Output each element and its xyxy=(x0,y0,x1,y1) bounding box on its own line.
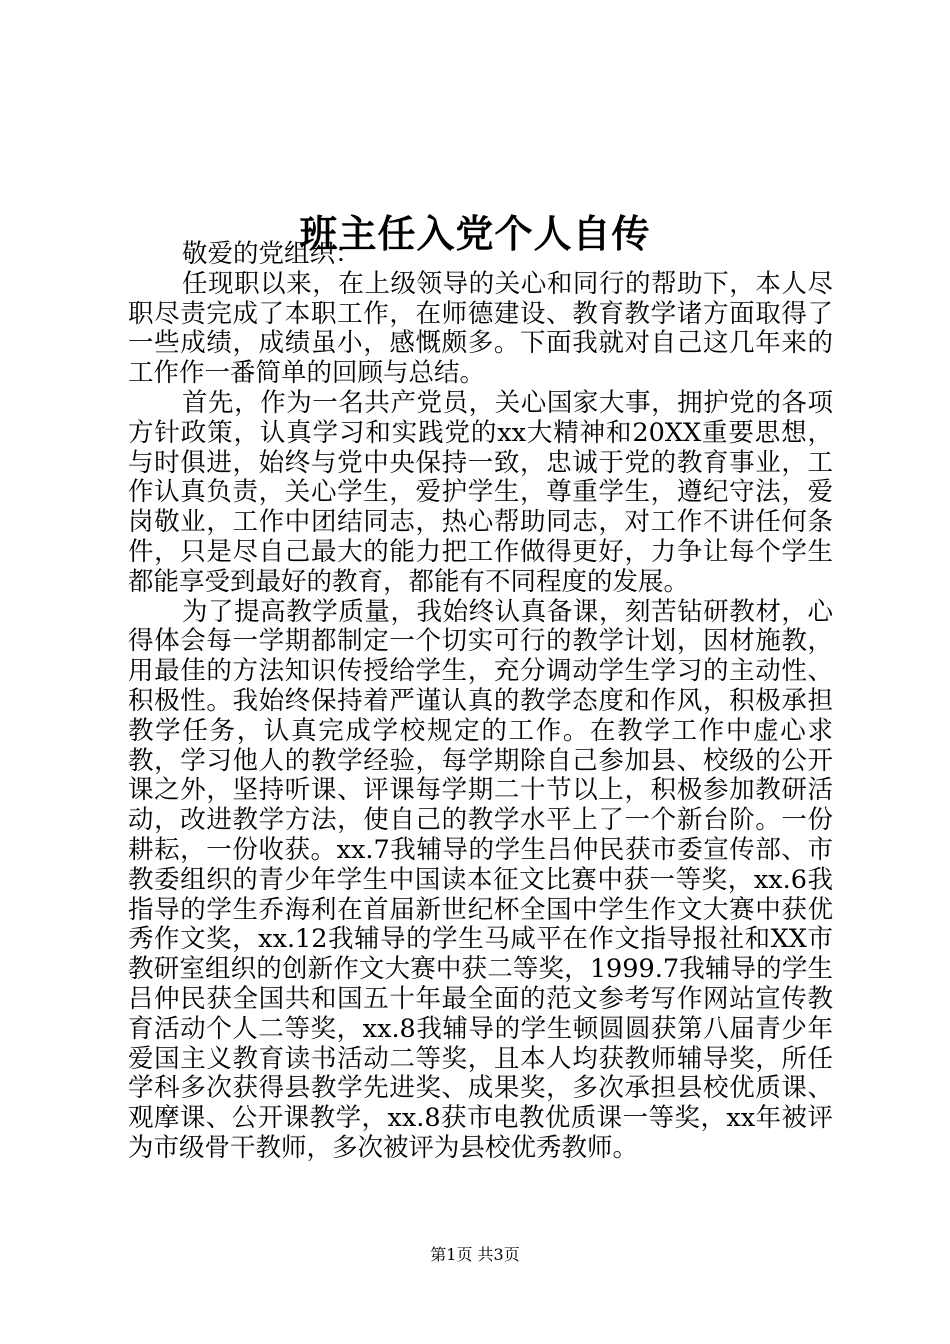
paragraph-political: 首先，作为一名共产党员，关心国家大事，拥护党的各项方针政策，认真学习和实践党的xx大精神和20XX重要思想，与时俱进，始终与党中央保持一致，忠诚于党的教育事业，工作认真负责，关心学生，爱护学生，尊重学生，遵纪守法，爱岗敬业，工作中团结同志，热心帮助同志，对工作不讲任何条件，只是尽自己最大的能力把工作做得更好，力争让每个学生都能享受到最好的教育，都能有不同程度的发展。 xyxy=(128,387,833,597)
paragraph-intro: 任现职以来，在上级领导的关心和同行的帮助下，本人尽职尽责完成了本职工作，在师德建设、教育教学诸方面取得了一些成绩，成绩虽小，感慨颇多。下面我就对自己这几年来的工作作一番简单的回顾与总结。 xyxy=(128,268,833,389)
salutation: 敬爱的党组织： xyxy=(182,239,361,269)
page-footer: 第1页 共3页 xyxy=(430,1245,520,1264)
document-title: 班主任入党个人自传 xyxy=(299,211,651,257)
document-body xyxy=(128,240,833,1164)
paragraph-teaching: 为了提高教学质量，我始终认真备课，刻苦钻研教材，心得体会每一学期都制定一个切实可行的教学计划，因材施教，用最佳的方法知识传授给学生，充分调动学生学习的主动性、积极性。我始终保持着严谨认真的教学态度和作风，积极承担教学任务，认真完成学校规定的工作。在教学工作中虚心求教，学习他人的教学经验，每学期除自己参加县、校级的公开课之外，坚持听课、评课每学期二十节以上，积极参加教研活动，改进教学方法，使自己的教学水平上了一个新台阶。一份耕耘，一份收获。xx.7我辅导的学生吕仲民获市委宣传部、市教委组织的青少年学生中国读本征文比赛中获一等奖，xx.6我指导的学生乔海利在首届新世纪杯全国中学生作文大赛中获优秀作文奖，xx.12我辅导的学生马咸平在作文指导报社和XX市教研室组织的创新作文大赛中获二等奖，1999.7我辅导的学生吕仲民获全国共和国五十年最全面的范文参考写作网站宣传教育活动个人二等奖，xx.8我辅导的学生顿圆圆获第八届青少年爱国主义教育读书活动二等奖，且本人均获教师辅导奖，所任学科多次获得县教学先进奖、成果奖，多次承担县校优质课、观摩课、公开课教学，xx.8获市电教优质课一等奖，xx年被评为市级骨干教师，多次被评为县校优秀教师。 xyxy=(128,596,833,1163)
